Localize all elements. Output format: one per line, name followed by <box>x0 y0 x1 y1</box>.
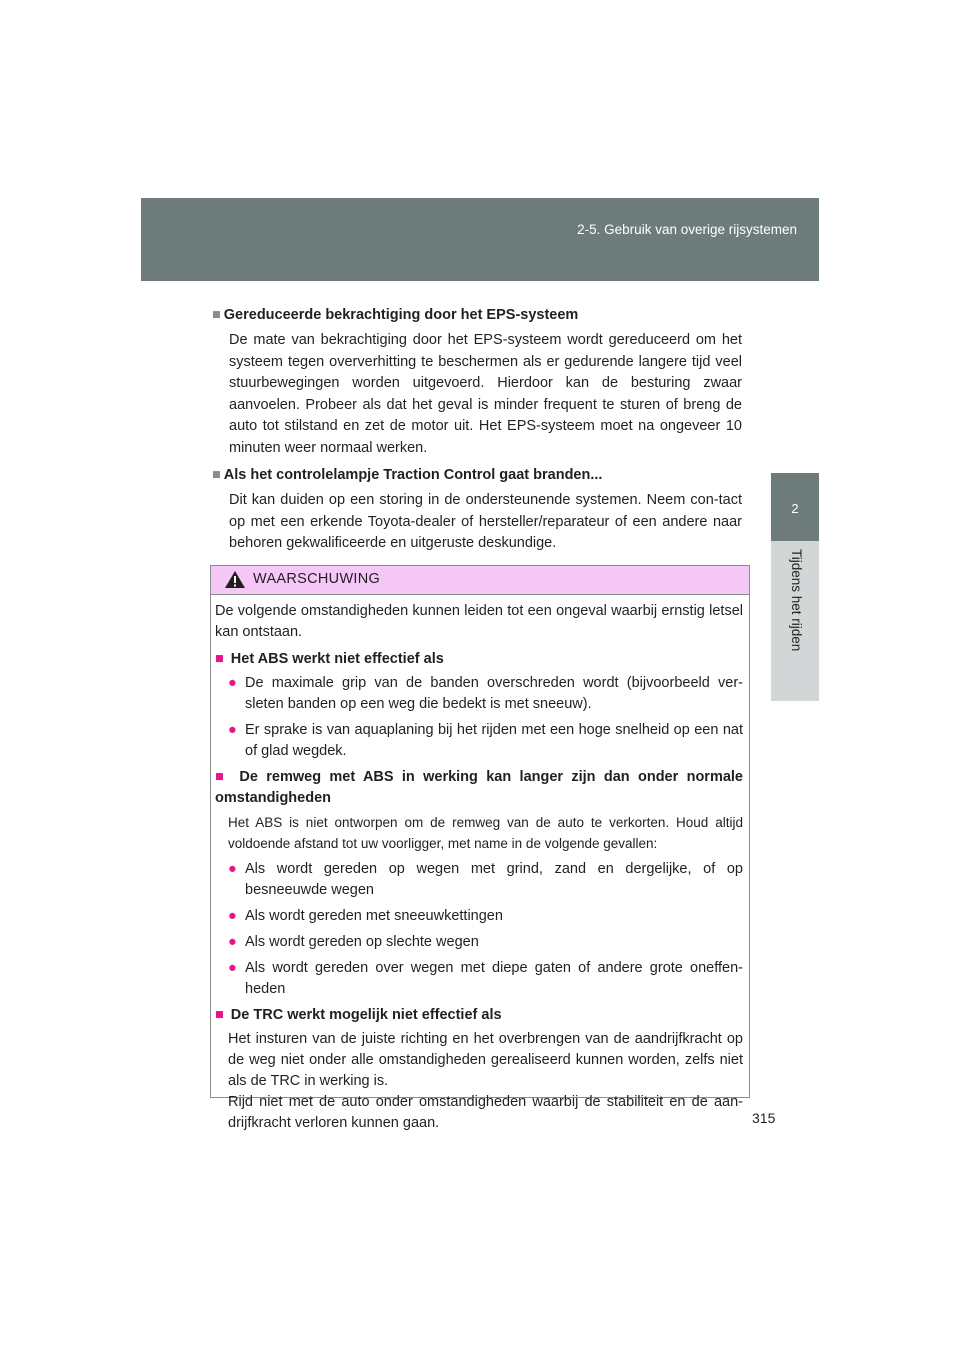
chapter-number-tab: 2 <box>771 473 819 541</box>
square-bullet-icon: ■ <box>215 1007 224 1023</box>
warning-subtitle-remweg: ■ De remweg met ABS in werking kan langer zijn dan onder normale omstandigheden <box>215 769 743 806</box>
warning-triangle-icon <box>224 570 246 589</box>
square-bullet-icon: ■ <box>215 651 224 667</box>
section-title-eps: ■ Gereduceerde bekrachtiging door het EPS-systeem <box>212 307 579 323</box>
section-text-eps: De mate van bekrachtiging door het EPS-systeem wordt gereduceerd om het systeem tegen oververhitting te beschermen als er gedurende langere tijd veel stuurbewegingen worden uitgevoerd. Hierdoor kan de besturing zwaar aanvoelen. Probeer als dat het geval is minder frequent te sturen of breng de auto tot stilstand en zet de motor uit. Het EPS-systeem moet na ongeveer 10 minuten weer normaal werken. <box>229 332 742 456</box>
section-header-title: 2-5. Gebruik van overige rijsystemen <box>577 222 797 237</box>
warning-text-trc-2: Rijd niet met de auto onder omstandigheden waarbij de stabiliteit en de aan-drijfkracht verloren kunnen gaan. <box>228 1094 743 1131</box>
section-title-traction: ■ Als het controlelampje Traction Control gaat branden... <box>212 467 603 483</box>
bullet-dot-icon: ● <box>228 960 237 976</box>
chapter-side-label: Tijdens het rijden <box>789 549 804 652</box>
section-text-traction: Dit kan duiden op een storing in de ondersteunende systemen. Neem con-tact op met een erkende Toyota-dealer of hersteller/reparateur of een andere naar behoren gekwalificeerde en uitgeruste deskundige. <box>229 492 742 551</box>
warning-subtitle-abs: ■ Het ABS werkt niet effectief als <box>215 651 444 667</box>
warning-header <box>211 566 749 595</box>
warning-subtitle-trc: ■ De TRC werkt mogelijk niet effectief als <box>215 1007 502 1023</box>
list-item: ● Er sprake is van aquaplaning bij het rijden met een hoge snelheid op een nat of glad wegdek. <box>228 722 743 759</box>
list-item: ● De maximale grip van de banden overschreden wordt (bijvoorbeeld ver-sleten banden op een weg die bedekt is met sneeuw). <box>228 675 743 712</box>
bullet-dot-icon: ● <box>228 861 237 877</box>
warning-text-remweg: Het ABS is niet ontworpen om de remweg van de auto te verkorten. Houd altijd voldoende afstand tot uw voorligger, met name in de volgende gevallen: <box>228 815 743 851</box>
warning-body <box>211 595 749 1134</box>
square-bullet-icon: ■ <box>212 467 221 483</box>
list-item: ● Als wordt gereden op slechte wegen <box>228 932 743 953</box>
bullet-dot-icon: ● <box>228 722 237 738</box>
warning-title: WAARSCHUWING <box>253 571 381 587</box>
list-item: ● Als wordt gereden over wegen met diepe gaten of andere grote oneffen-heden <box>228 960 743 997</box>
square-bullet-icon: ■ <box>212 307 221 323</box>
list-item: ● Als wordt gereden met sneeuwkettingen <box>228 906 743 927</box>
chapter-side-tab <box>771 541 819 701</box>
warning-intro: De volgende omstandigheden kunnen leiden tot een ongeval waarbij ernstig letsel kan ontstaan. <box>215 603 743 640</box>
square-bullet-icon: ■ <box>215 769 229 785</box>
bullet-dot-icon: ● <box>228 934 237 950</box>
header-bar <box>141 198 819 281</box>
warning-box <box>210 565 750 1131</box>
bullet-dot-icon: ● <box>228 675 237 691</box>
warning-text-trc-1: Het insturen van de juiste richting en het overbrengen van de aandrijfkracht op de weg niet onder alle omstandigheden gerealiseerd kunnen worden, zelfs niet als de TRC in werking is. <box>228 1031 743 1089</box>
main-content <box>212 305 742 561</box>
page-number: 315 <box>752 1110 776 1126</box>
list-item: ● Als wordt gereden op wegen met grind, zand en dergelijke, of op besneeuwde wegen <box>228 861 743 898</box>
bullet-dot-icon: ● <box>228 908 237 924</box>
